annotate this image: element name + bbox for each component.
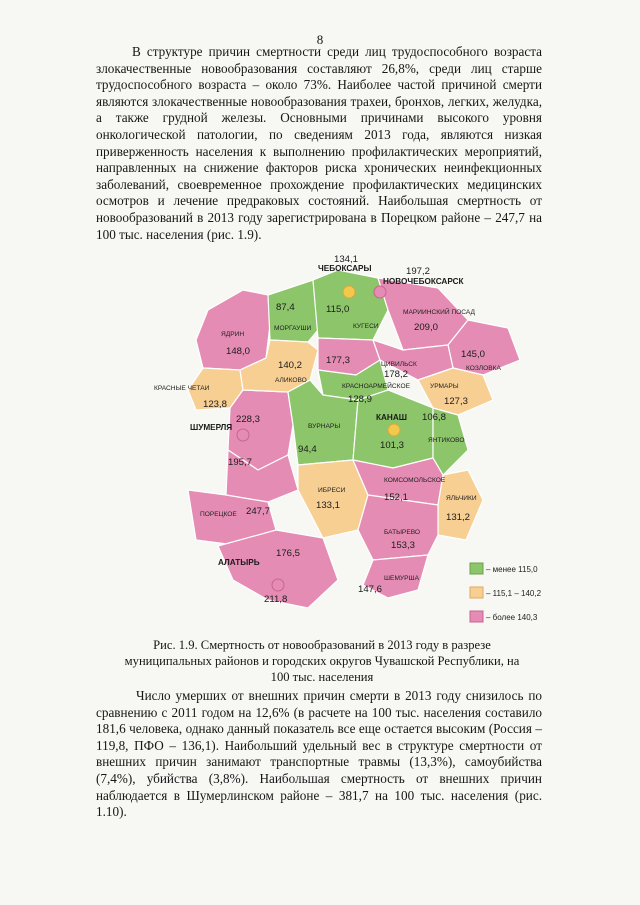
district-label: ИБРЕСИ — [318, 487, 346, 494]
district-value: 148,0 — [226, 346, 251, 357]
district-value: 178,2 — [384, 369, 409, 380]
legend-label: – менее 115,0 — [486, 565, 538, 574]
district-label: ШЕМУРША — [384, 575, 419, 582]
city-alatyr-marker — [272, 579, 284, 591]
district-label: КРАСНЫЕ ЧЕТАИ — [154, 385, 210, 392]
district-label: ЯДРИН — [221, 331, 245, 338]
district-value: 153,3 — [391, 540, 416, 551]
city-cheboksary-marker — [343, 286, 355, 298]
district-value: 106,8 — [422, 412, 447, 423]
city-label: 197,2 — [406, 266, 431, 277]
city-label: 211,8 — [264, 594, 288, 605]
legend-label: – более 140,3 — [486, 613, 538, 622]
district-value: 140,2 — [278, 360, 303, 371]
district-value: 195,7 — [228, 457, 253, 468]
legend-label: – 115,1 – 140,2 — [486, 589, 542, 598]
city-label: КАНАШ — [376, 413, 407, 422]
figure-caption: Рис. 1.9. Смертность от новообразований в 2013 году в разрезе муниципальных районов и городских округов Чувашской Республики, на 100 тыс. населения — [124, 638, 520, 684]
district-label: ЯЛЬЧИКИ — [446, 495, 477, 502]
page-number: 8 — [316, 32, 324, 47]
district-value: 145,0 — [461, 349, 486, 360]
district-label: ЯНТИКОВО — [428, 437, 465, 444]
district-label: КОМСОМОЛЬСКОЕ — [384, 477, 446, 484]
city-label: АЛАТЫРЬ — [218, 558, 260, 567]
district-value: 176,5 — [276, 548, 301, 559]
city-label: 228,3 — [236, 414, 261, 425]
district-label: ПОРЕЦКОЕ — [200, 511, 237, 518]
body-paragraph-1: В структуре причин смертности среди лиц трудоспособного возраста злокачественные новообразования составляют 26,8%, среди лиц старше трудоспособного возраста – около 73%. Наиболее частой причиной смерти являются злокачественные новообразования трахеи, бронхов, легких, желудка, а также грудной железы. Основными причинами высокого уровня онкологической патологии, по сведениям 2013 года, являются низкая приверженность населения к выполнению профилактических мероприятий, направленных на снижение факторов риска хронических неинфекционных заболеваний, своевременное прохождение профилактических медицинских осмотров и лечение предраковых состояний. Наибольшая смертность от новообразований в 2013 году зарегистрирована в Порецком районе – 247,7 на 100 тыс. населения (рис. 1.9). — [96, 44, 542, 242]
city-kanash-marker — [388, 424, 400, 436]
city-label: ЧЕБОКСАРЫ — [318, 264, 372, 273]
district-label: МАРИИНСКИЙ ПОСАД — [403, 309, 476, 316]
district-value: 147,6 — [358, 584, 383, 595]
choropleth-map — [148, 250, 548, 628]
district-label: АЛИКОВО — [275, 377, 307, 384]
district-value: 133,1 — [316, 500, 341, 511]
district-value: 123,8 — [203, 399, 228, 410]
district-value: 94,4 — [298, 444, 317, 455]
district-label: ВУРНАРЫ — [308, 423, 341, 430]
city-shumerlya-marker — [237, 429, 249, 441]
district-value: 127,3 — [444, 396, 469, 407]
city-label: ШУМЕРЛЯ — [190, 423, 233, 432]
city-novocheboksarsk-marker — [374, 286, 386, 298]
district-label: МОРГАУШИ — [274, 325, 312, 332]
district-value: 152,1 — [384, 492, 409, 503]
district-label: КОЗЛОВКА — [466, 365, 501, 372]
district-value: 115,0 — [326, 304, 350, 315]
district-value: 177,3 — [326, 355, 351, 366]
district-value: 247,7 — [246, 506, 271, 517]
legend-swatch-mid — [470, 587, 483, 598]
district-label: КРАСНОАРМЕЙСКОЕ — [342, 383, 410, 390]
district-label: ЦИВИЛЬСК — [381, 361, 417, 368]
region-yadrin — [196, 290, 270, 370]
city-label: 134,1 — [334, 254, 359, 265]
city-label: 101,3 — [380, 440, 405, 451]
district-value: 209,0 — [414, 322, 439, 333]
body-paragraph-2: Число умерших от внешних причин смерти в 2013 году снизилось по сравнению с 2011 годом на 12,6% (в расчете на 100 тыс. населения составило 181,6 человека, однако данный показатель все еще остается высоким (Россия – 119,8, ПФО – 136,1). Наибольший удельный вес в структуре смертности от внешних причин занимают транспортные травмы (13,3%), самоубийства (7,4%), убийства (3,8%). Наибольшая смертность от внешних причин наблюдается в Шумерлинском районе – 381,7 на 100 тыс. населения (рис. 1.10). — [96, 688, 542, 820]
city-label: НОВОЧЕБОКСАРСК — [383, 277, 464, 286]
district-label: БАТЫРЕВО — [384, 529, 421, 536]
district-label: КУГЕСИ — [353, 323, 379, 330]
district-value: 128,9 — [348, 394, 373, 405]
legend-swatch-high — [470, 611, 483, 622]
legend-swatch-low — [470, 563, 483, 574]
district-value: 87,4 — [276, 302, 295, 313]
district-value: 131,2 — [446, 512, 471, 523]
district-label: УРМАРЫ — [430, 383, 459, 390]
